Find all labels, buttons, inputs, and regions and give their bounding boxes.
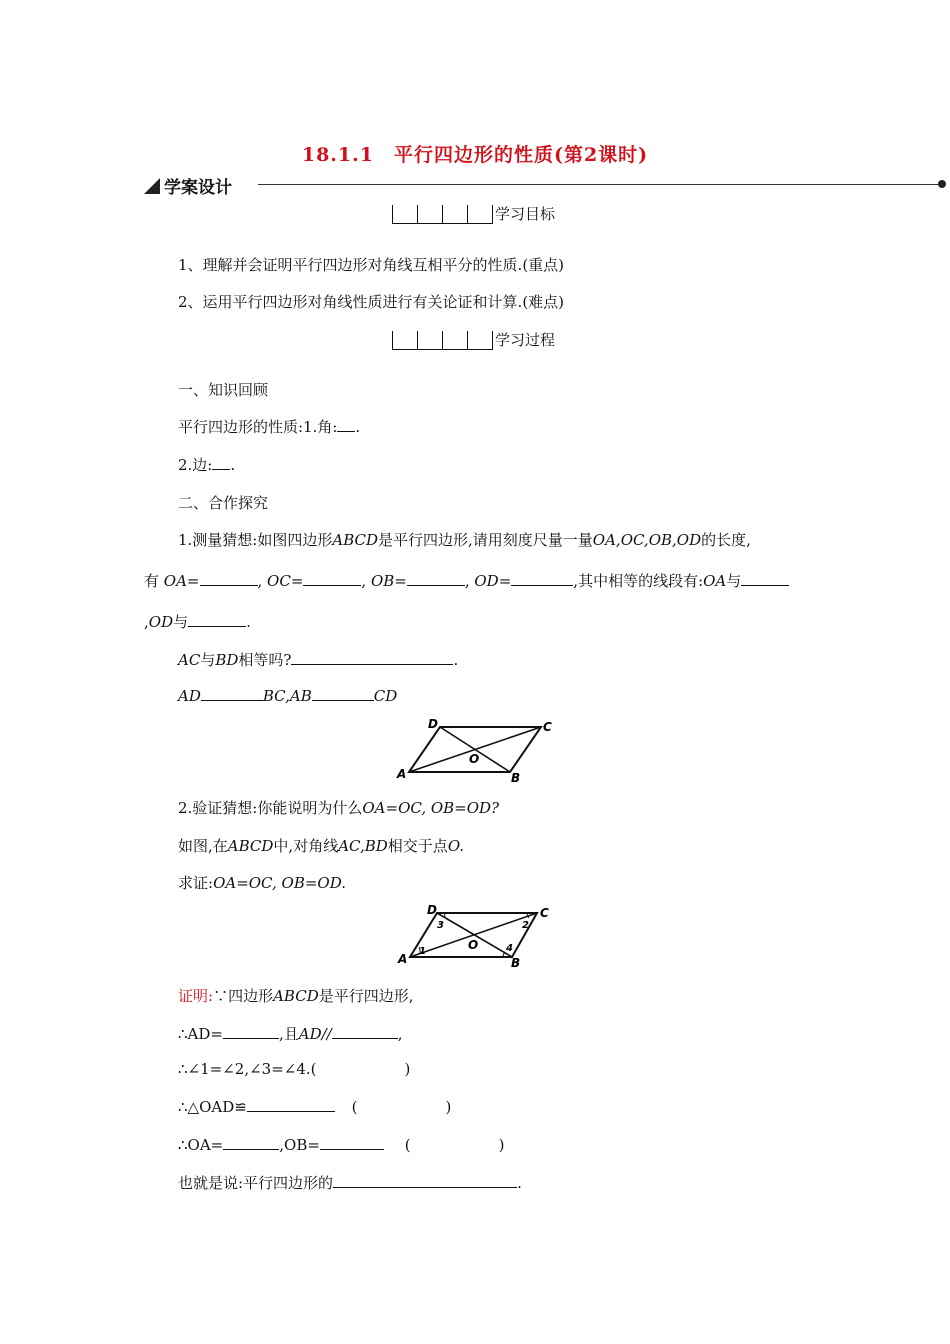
blank[interactable] [332,1024,398,1039]
proof-p2b: ,且 [278,1025,299,1043]
q1-line-2: 有 OA= , OC= , OB= , OD= ,其中相等的线段有:OA与 [144,570,789,591]
q1-yu2: 与 [173,613,189,631]
q1-line-1 [178,529,751,550]
heading-label: 学习过程 [495,331,556,349]
blank[interactable] [333,1173,517,1188]
q2-l2e: 相交于点 [387,837,448,855]
proof-line-5: ∴OA= ,OB= ( ) [178,1136,505,1154]
q1-oa: OA= [163,572,200,590]
blank[interactable] [741,571,789,586]
q2-line-2 [178,835,464,856]
banner-label: 学案设计 [164,178,232,198]
q2-lead: 2.验证猜想:你能说明为什么 [178,799,363,817]
banner-triangle-icon [144,178,160,194]
label-d: D [427,903,437,917]
proof-line-3: ∴∠1=∠2,∠3=∠4.( ) [178,1060,411,1078]
label-b: B [511,956,521,969]
q1-yu3: 与 [200,651,216,669]
review-line-2: 2.边: . [178,456,236,474]
review-2-text: 2.边: [178,456,213,474]
q2-line-3 [178,872,346,893]
parallelogram-figure-1 [395,716,560,784]
page-title: 18.1.1 平行四边形的性质(第2课时) [301,144,649,166]
banner-ruler [258,184,944,185]
proof-line-6: 也就是说:平行四边形的 . [178,1174,522,1192]
q1-eq-text: 其中相等的线段有: [578,572,704,590]
q1-abcd: ABCD [332,531,379,549]
blank[interactable] [223,1024,279,1039]
goal-1: 1、理解并会证明平行四边形对角线互相平分的性质.(重点) [178,256,565,274]
blank[interactable] [291,650,453,665]
blank[interactable] [511,571,573,586]
q2-expr: OA=OC, OB=OD? [362,799,500,817]
proof-p2c: AD// [298,1025,332,1043]
section-heading-process [392,329,555,350]
proof-p1a: ∵四边形 [213,987,274,1005]
q2-l2b: ABCD [227,837,274,855]
proof-p2a: ∴AD= [178,1025,223,1043]
label-angle-1: 1 [419,946,426,957]
part-1-heading: 一、知识回顾 [178,381,269,399]
label-a: A [397,767,407,781]
label-a: A [398,952,408,966]
label-angle-3: 3 [437,920,444,931]
blank[interactable] [303,571,361,586]
proof-line-2: ∴AD= ,且AD// , [178,1025,403,1043]
heading-label: 学习目标 [495,205,556,223]
q2-line-1 [178,797,499,818]
q2-l2c: 中,对角线 [273,837,339,855]
q2-l2f: O. [447,837,464,855]
label-angle-4: 4 [506,943,513,954]
q1-xd: 相等吗? [238,651,292,669]
q1-lead: 1.测量猜想:如图四边形 [178,531,333,549]
q1-ad: AD [178,687,201,705]
blank[interactable] [200,571,258,586]
label-o: O [469,752,480,766]
q2-l2a: 如图,在 [178,837,228,855]
q1-od2: OD [148,613,174,631]
goal-2: 2、运用平行四边形对角线性质进行有关论证和计算.(难点) [178,293,565,311]
blank[interactable] [407,571,465,586]
proof-line-4: ∴△OAD≌ ( ) [178,1098,452,1116]
blank[interactable] [247,1097,335,1112]
q1-ac: AC [178,651,201,669]
q1-you: 有 [144,572,160,590]
proof-p1b: ABCD [273,987,319,1005]
part-2-heading: 二、合作探究 [178,494,269,512]
label-d: D [428,717,438,731]
blank[interactable] [223,1135,279,1150]
parallelogram-figure-2 [395,903,560,969]
q1-od: OD= [474,572,512,590]
q1-cd: CD [373,687,398,705]
q1-ob: OB= [370,572,407,590]
label-c: C [540,906,549,920]
label-b: B [511,771,521,784]
proof-p6: 也就是说:平行四边形的 [178,1174,334,1192]
q2-l2d: AC,BD [338,837,388,855]
ruler-end-dot-icon [938,180,946,188]
q1-line-5 [178,686,397,705]
blank[interactable] [212,455,230,470]
blank[interactable] [320,1135,384,1150]
proof-p4: ∴△OAD≌ [178,1098,247,1116]
label-angle-2: 2 [522,920,529,931]
q1-mid: 是平行四边形,请用刻度尺量一量 [378,531,593,549]
proof-p1c: 是平行四边形, [318,987,414,1005]
proof-line-1 [178,985,414,1006]
label-c: C [543,720,552,734]
section-heading-goals [392,203,555,224]
proof-p5a: ∴OA= [178,1136,224,1154]
q1-yu: 与 [726,572,742,590]
proof-p3: ∴∠1=∠2,∠3=∠4.( [178,1060,317,1078]
q1-bd: BD [215,651,239,669]
q1-tail: 的长度, [701,531,751,549]
blank[interactable] [337,417,355,432]
review-1-text: 平行四边形的性质:1.角: [178,418,338,436]
q2-l3b: OA=OC, OB=OD. [213,874,346,892]
heading-boxes [392,331,493,350]
q1-line-4: AC与BD相等吗? . [178,651,459,669]
label-o: O [468,938,479,952]
blank[interactable] [312,686,374,701]
section-banner [144,173,232,198]
q1-line-3: ,OD与 . [144,613,251,631]
q1-ab: AB [289,687,312,705]
blank[interactable] [188,612,246,627]
q1-bc: BC, [262,687,290,705]
q1-segs: OA,OC,OB,OD [592,531,702,549]
q2-l3a: 求证: [178,874,214,892]
q1-oa2: OA [703,572,727,590]
heading-boxes [392,205,493,224]
review-line-1: 平行四边形的性质:1.角: . [178,418,361,436]
blank[interactable] [201,686,263,701]
proof-p5b: ,OB= [279,1136,320,1154]
proof-label: 证明: [178,987,214,1005]
q1-oc: OC= [267,572,304,590]
